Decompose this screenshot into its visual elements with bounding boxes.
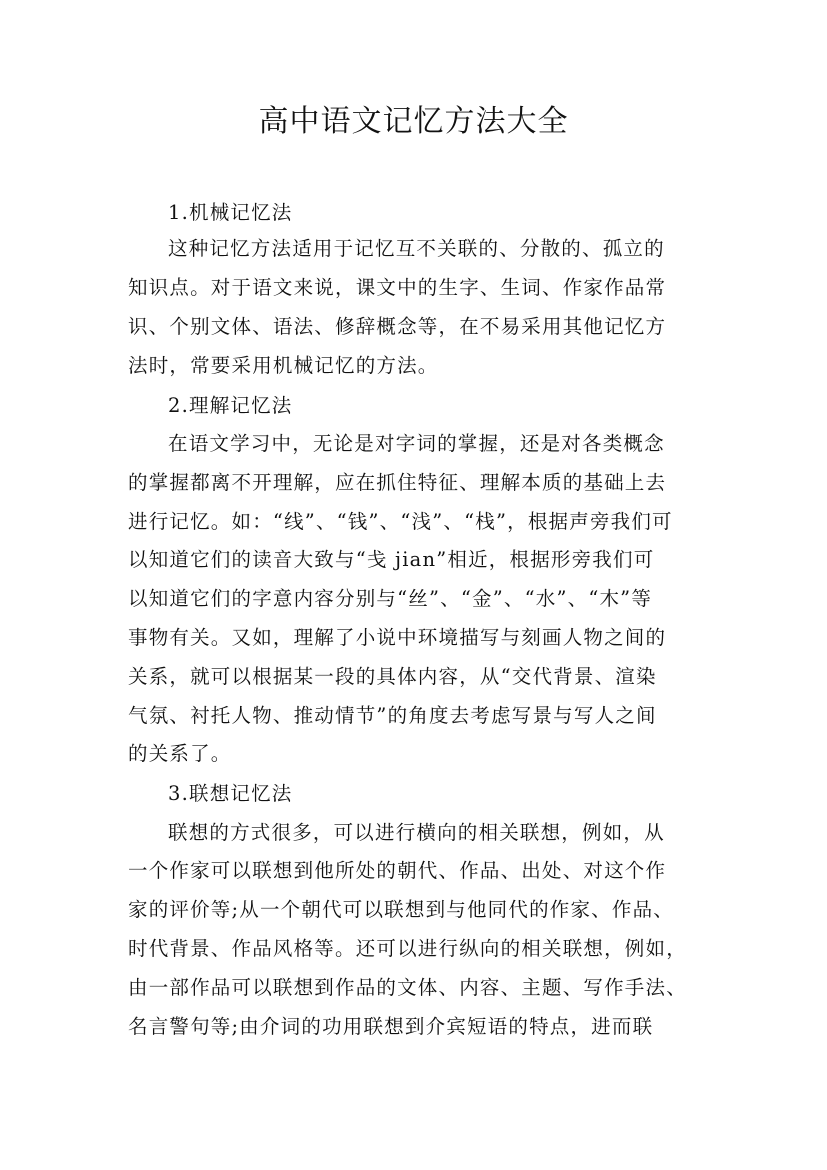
section-heading-understanding-memory: 2.理解记忆法 <box>168 394 293 417</box>
paragraph-line: 这种记忆方法适用于记忆互不关联的、分散的、孤立的 <box>168 237 665 260</box>
paragraph-line: 家的评价等;从一个朝代可以联想到与他同代的作家、作品、 <box>128 898 674 921</box>
paragraph-line: 知识点。对于语文来说，课文中的生字、生词、作家作品常 <box>128 276 667 299</box>
paragraph-line: 名言警句等;由介词的功用联想到介宾短语的特点，进而联 <box>128 1015 654 1038</box>
section-heading-mechanical-memory: 1.机械记忆法 <box>168 201 293 224</box>
paragraph-line: 的关系了。 <box>128 742 232 765</box>
paragraph-line: 事物有关。又如，理解了小说中环境描写与刻画人物之间的 <box>128 626 667 649</box>
paragraph-line: 法时，常要采用机械记忆的方法。 <box>128 354 439 377</box>
paragraph-line: 进行记忆。如：“线”、“钱”、“浅”、“栈”，根据声旁我们可 <box>128 510 673 533</box>
paragraph-line: 以知道它们的读音大致与“戋 jian”相近，根据形旁我们可 <box>128 548 655 571</box>
section-heading-association-memory: 3.联想记忆法 <box>168 782 293 805</box>
paragraph-line: 关系，就可以根据某一段的具体内容，从“交代背景、渲染 <box>128 665 657 688</box>
paragraph-line: 在语文学习中，无论是对字词的掌握，还是对各类概念 <box>168 432 665 455</box>
document-title: 高中语文记忆方法大全 <box>258 104 569 139</box>
paragraph-line: 一个作家可以联想到他所处的朝代、作品、出处、对这个作 <box>128 859 667 882</box>
paragraph-line: 时代背景、作品风格等。还可以进行纵向的相关联想，例如， <box>128 937 687 960</box>
paragraph-line: 识、个别文体、语法、修辞概念等，在不易采用其他记忆方 <box>128 315 667 338</box>
paragraph-line: 的掌握都离不开理解，应在抓住特征、理解本质的基础上去 <box>128 471 667 494</box>
paragraph-line: 以知道它们的字意内容分别与“丝”、“金”、“水”、“木”等 <box>128 587 653 610</box>
paragraph-line: 由一部作品可以联想到作品的文体、内容、主题、写作手法、 <box>128 976 687 999</box>
paragraph-line: 气氛、衬托人物、推动情节”的角度去考虑写景与写人之间 <box>128 704 657 727</box>
paragraph-line: 联想的方式很多，可以进行横向的相关联想，例如，从 <box>168 821 665 844</box>
